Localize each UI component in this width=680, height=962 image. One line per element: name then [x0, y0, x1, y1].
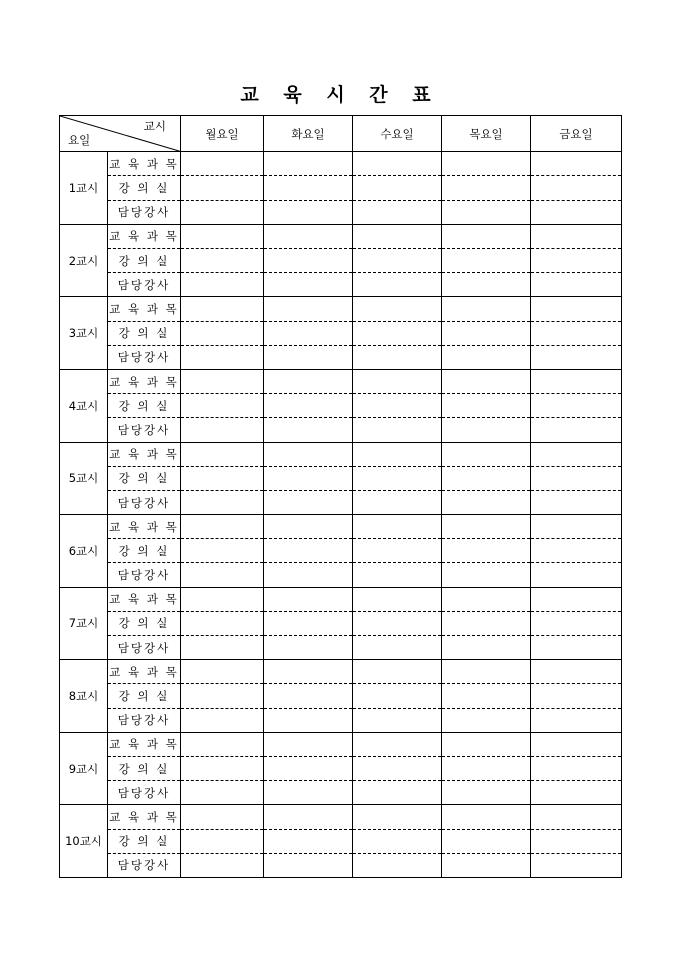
row-label: 교 육 과 목 [108, 369, 181, 393]
schedule-cell[interactable] [264, 756, 353, 780]
schedule-cell[interactable] [181, 708, 264, 732]
schedule-cell[interactable] [442, 539, 531, 563]
schedule-cell[interactable] [353, 176, 442, 200]
schedule-cell[interactable] [442, 853, 531, 877]
schedule-cell[interactable] [181, 345, 264, 369]
schedule-cell[interactable] [442, 321, 531, 345]
schedule-cell[interactable] [353, 490, 442, 514]
schedule-cell[interactable] [353, 466, 442, 490]
schedule-cell[interactable] [531, 684, 622, 708]
schedule-cell[interactable] [181, 297, 264, 321]
corner-cell [60, 116, 181, 152]
schedule-cell[interactable] [531, 418, 622, 442]
period-label: 4교시 [60, 369, 108, 442]
period-label: 8교시 [60, 660, 108, 733]
schedule-cell[interactable] [531, 200, 622, 224]
schedule-cell[interactable] [264, 152, 353, 176]
schedule-cell[interactable] [353, 394, 442, 418]
row-label: 교 육 과 목 [108, 442, 181, 466]
period-label: 1교시 [60, 152, 108, 225]
row-label: 담당강사 [108, 200, 181, 224]
schedule-cell[interactable] [181, 224, 264, 248]
schedule-cell[interactable] [264, 829, 353, 853]
schedule-cell[interactable] [531, 829, 622, 853]
row-label: 교 육 과 목 [108, 805, 181, 829]
schedule-cell[interactable] [264, 200, 353, 224]
schedule-cell[interactable] [353, 853, 442, 877]
schedule-cell[interactable] [181, 152, 264, 176]
schedule-cell[interactable] [531, 224, 622, 248]
period-subrow [60, 321, 622, 345]
schedule-cell[interactable] [353, 756, 442, 780]
schedule-cell[interactable] [531, 249, 622, 273]
schedule-cell[interactable] [531, 539, 622, 563]
schedule-cell[interactable] [442, 563, 531, 587]
period-subrow [60, 224, 622, 248]
row-label: 강 의 실 [108, 829, 181, 853]
period-subrow [60, 176, 622, 200]
schedule-cell[interactable] [442, 490, 531, 514]
schedule-cell[interactable] [353, 611, 442, 635]
row-label: 강 의 실 [108, 684, 181, 708]
schedule-cell[interactable] [181, 587, 264, 611]
schedule-cell[interactable] [264, 273, 353, 297]
period-subrow [60, 636, 622, 660]
schedule-cell[interactable] [264, 490, 353, 514]
period-label: 10교시 [60, 805, 108, 878]
schedule-cell[interactable] [353, 660, 442, 684]
schedule-cell[interactable] [353, 829, 442, 853]
row-label: 담당강사 [108, 345, 181, 369]
schedule-cell[interactable] [181, 781, 264, 805]
schedule-cell[interactable] [531, 273, 622, 297]
schedule-cell[interactable] [353, 273, 442, 297]
schedule-cell[interactable] [181, 829, 264, 853]
period-label: 5교시 [60, 442, 108, 515]
schedule-cell[interactable] [353, 587, 442, 611]
schedule-cell[interactable] [353, 297, 442, 321]
row-label: 담당강사 [108, 781, 181, 805]
period-subrow [60, 515, 622, 539]
schedule-cell[interactable] [264, 249, 353, 273]
page-title: 교 육 시 간 표 [240, 84, 440, 106]
schedule-cell[interactable] [353, 684, 442, 708]
schedule-cell[interactable] [264, 587, 353, 611]
schedule-cell[interactable] [264, 418, 353, 442]
schedule-cell[interactable] [531, 490, 622, 514]
row-label: 담당강사 [108, 708, 181, 732]
period-subrow [60, 732, 622, 756]
schedule-cell[interactable] [531, 756, 622, 780]
schedule-cell[interactable] [442, 708, 531, 732]
schedule-cell[interactable] [442, 611, 531, 635]
period-subrow [60, 394, 622, 418]
schedule-cell[interactable] [442, 781, 531, 805]
schedule-cell[interactable] [353, 418, 442, 442]
schedule-cell[interactable] [264, 442, 353, 466]
period-subrow [60, 466, 622, 490]
timetable [59, 115, 622, 878]
schedule-cell[interactable] [264, 708, 353, 732]
schedule-cell[interactable] [353, 442, 442, 466]
schedule-cell[interactable] [353, 224, 442, 248]
row-label: 강 의 실 [108, 539, 181, 563]
schedule-cell[interactable] [353, 708, 442, 732]
schedule-cell[interactable] [531, 587, 622, 611]
period-label: 6교시 [60, 515, 108, 588]
schedule-cell[interactable] [531, 660, 622, 684]
day-header: 목요일 [442, 116, 531, 152]
period-subrow [60, 200, 622, 224]
day-header: 월요일 [181, 116, 264, 152]
schedule-cell[interactable] [442, 732, 531, 756]
schedule-cell[interactable] [353, 321, 442, 345]
schedule-cell[interactable] [264, 297, 353, 321]
schedule-cell[interactable] [531, 176, 622, 200]
schedule-cell[interactable] [181, 756, 264, 780]
schedule-cell[interactable] [353, 781, 442, 805]
period-subrow [60, 152, 622, 176]
schedule-cell[interactable] [264, 321, 353, 345]
row-label: 강 의 실 [108, 321, 181, 345]
schedule-cell[interactable] [531, 442, 622, 466]
day-header: 수요일 [353, 116, 442, 152]
schedule-cell[interactable] [264, 684, 353, 708]
schedule-cell[interactable] [181, 515, 264, 539]
schedule-cell[interactable] [353, 515, 442, 539]
row-label: 강 의 실 [108, 176, 181, 200]
period-label: 2교시 [60, 224, 108, 297]
row-label: 교 육 과 목 [108, 224, 181, 248]
schedule-cell[interactable] [264, 176, 353, 200]
schedule-cell[interactable] [264, 369, 353, 393]
schedule-cell[interactable] [264, 660, 353, 684]
schedule-cell[interactable] [442, 152, 531, 176]
period-subrow [60, 805, 622, 829]
schedule-cell[interactable] [531, 394, 622, 418]
schedule-cell[interactable] [442, 176, 531, 200]
period-subrow [60, 418, 622, 442]
schedule-cell[interactable] [442, 345, 531, 369]
schedule-cell[interactable] [264, 563, 353, 587]
period-subrow [60, 611, 622, 635]
period-subrow [60, 442, 622, 466]
schedule-cell[interactable] [181, 853, 264, 877]
period-label: 7교시 [60, 587, 108, 660]
schedule-cell[interactable] [353, 200, 442, 224]
schedule-cell[interactable] [353, 732, 442, 756]
schedule-cell[interactable] [181, 394, 264, 418]
period-label: 3교시 [60, 297, 108, 370]
schedule-cell[interactable] [181, 418, 264, 442]
schedule-cell[interactable] [531, 732, 622, 756]
schedule-cell[interactable] [181, 321, 264, 345]
schedule-cell[interactable] [442, 224, 531, 248]
schedule-cell[interactable] [264, 394, 353, 418]
schedule-cell[interactable] [531, 515, 622, 539]
period-subrow [60, 249, 622, 273]
schedule-cell[interactable] [353, 636, 442, 660]
schedule-cell[interactable] [264, 732, 353, 756]
schedule-cell[interactable] [531, 611, 622, 635]
schedule-cell[interactable] [264, 539, 353, 563]
row-label: 교 육 과 목 [108, 515, 181, 539]
schedule-cell[interactable] [442, 418, 531, 442]
row-label: 강 의 실 [108, 466, 181, 490]
schedule-cell[interactable] [442, 273, 531, 297]
schedule-cell[interactable] [353, 152, 442, 176]
day-header: 금요일 [531, 116, 622, 152]
period-subrow [60, 829, 622, 853]
schedule-cell[interactable] [353, 369, 442, 393]
schedule-cell[interactable] [531, 297, 622, 321]
row-label: 담당강사 [108, 636, 181, 660]
schedule-cell[interactable] [531, 152, 622, 176]
schedule-cell[interactable] [181, 249, 264, 273]
schedule-cell[interactable] [264, 636, 353, 660]
row-label: 강 의 실 [108, 756, 181, 780]
schedule-cell[interactable] [181, 490, 264, 514]
schedule-cell[interactable] [531, 345, 622, 369]
schedule-cell[interactable] [531, 636, 622, 660]
schedule-cell[interactable] [531, 563, 622, 587]
row-label: 교 육 과 목 [108, 587, 181, 611]
schedule-cell[interactable] [181, 611, 264, 635]
row-label: 강 의 실 [108, 611, 181, 635]
schedule-cell[interactable] [531, 369, 622, 393]
period-label: 9교시 [60, 732, 108, 805]
row-label: 교 육 과 목 [108, 297, 181, 321]
schedule-cell[interactable] [181, 684, 264, 708]
schedule-cell[interactable] [264, 853, 353, 877]
schedule-cell[interactable] [531, 853, 622, 877]
period-subrow [60, 490, 622, 514]
schedule-cell[interactable] [181, 369, 264, 393]
schedule-cell[interactable] [181, 660, 264, 684]
schedule-cell[interactable] [264, 345, 353, 369]
schedule-cell[interactable] [181, 200, 264, 224]
schedule-cell[interactable] [442, 636, 531, 660]
period-subrow [60, 587, 622, 611]
schedule-cell[interactable] [531, 321, 622, 345]
day-header: 화요일 [264, 116, 353, 152]
schedule-cell[interactable] [264, 805, 353, 829]
schedule-cell[interactable] [181, 466, 264, 490]
schedule-cell[interactable] [531, 708, 622, 732]
schedule-cell[interactable] [353, 345, 442, 369]
schedule-cell[interactable] [353, 805, 442, 829]
schedule-cell[interactable] [442, 200, 531, 224]
schedule-cell[interactable] [531, 805, 622, 829]
row-label: 담당강사 [108, 853, 181, 877]
schedule-cell[interactable] [442, 587, 531, 611]
schedule-cell[interactable] [442, 466, 531, 490]
period-subrow [60, 297, 622, 321]
schedule-cell[interactable] [264, 781, 353, 805]
schedule-cell[interactable] [531, 466, 622, 490]
schedule-cell[interactable] [531, 781, 622, 805]
corner-day-label: 요일 [68, 133, 91, 148]
period-subrow [60, 853, 622, 877]
period-subrow [60, 781, 622, 805]
row-label: 강 의 실 [108, 394, 181, 418]
row-label: 교 육 과 목 [108, 732, 181, 756]
schedule-cell[interactable] [181, 805, 264, 829]
schedule-cell[interactable] [264, 466, 353, 490]
schedule-cell[interactable] [442, 515, 531, 539]
period-subrow [60, 756, 622, 780]
schedule-cell[interactable] [442, 660, 531, 684]
schedule-cell[interactable] [181, 176, 264, 200]
schedule-cell[interactable] [181, 273, 264, 297]
schedule-cell[interactable] [442, 249, 531, 273]
period-subrow [60, 660, 622, 684]
schedule-cell[interactable] [264, 611, 353, 635]
schedule-cell[interactable] [181, 732, 264, 756]
corner-period-label: 교시 [143, 119, 166, 133]
schedule-cell[interactable] [181, 539, 264, 563]
header-row [60, 116, 622, 152]
row-label: 교 육 과 목 [108, 152, 181, 176]
schedule-cell[interactable] [264, 224, 353, 248]
schedule-cell[interactable] [442, 756, 531, 780]
period-subrow [60, 345, 622, 369]
period-subrow [60, 369, 622, 393]
schedule-cell[interactable] [442, 829, 531, 853]
schedule-cell[interactable] [442, 369, 531, 393]
schedule-cell[interactable] [181, 636, 264, 660]
schedule-cell[interactable] [353, 249, 442, 273]
period-subrow [60, 539, 622, 563]
row-label: 담당강사 [108, 563, 181, 587]
row-label: 담당강사 [108, 418, 181, 442]
schedule-cell[interactable] [181, 442, 264, 466]
row-label: 담당강사 [108, 273, 181, 297]
row-label: 담당강사 [108, 490, 181, 514]
period-subrow [60, 708, 622, 732]
row-label: 강 의 실 [108, 249, 181, 273]
schedule-cell[interactable] [442, 297, 531, 321]
schedule-cell[interactable] [353, 563, 442, 587]
schedule-cell[interactable] [181, 563, 264, 587]
schedule-cell[interactable] [442, 442, 531, 466]
schedule-cell[interactable] [353, 539, 442, 563]
period-subrow [60, 684, 622, 708]
schedule-cell[interactable] [442, 684, 531, 708]
row-label: 교 육 과 목 [108, 660, 181, 684]
period-subrow [60, 273, 622, 297]
period-subrow [60, 563, 622, 587]
schedule-cell[interactable] [442, 805, 531, 829]
schedule-cell[interactable] [264, 515, 353, 539]
schedule-cell[interactable] [442, 394, 531, 418]
